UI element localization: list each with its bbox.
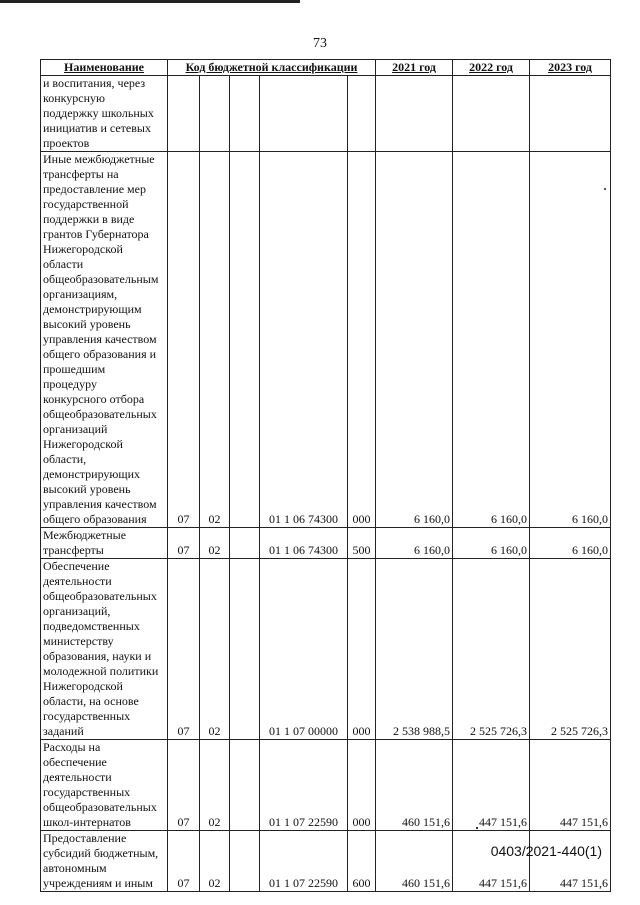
row-name-line: школ-интернатов [43, 815, 131, 829]
row-name-line: грантов Губернатора [43, 227, 149, 241]
value-2021: 6 160,0 [376, 528, 453, 559]
row-name-line: государственных [43, 785, 131, 799]
value-2023: 6 160,0 [530, 528, 611, 559]
page-number: 73 [313, 36, 327, 51]
row-name-line: организаций [43, 422, 108, 436]
code-expense-type: 500 [348, 528, 376, 559]
row-name-line: инициатив и сетевых [43, 121, 151, 135]
row-name-line: образования, науки и [43, 649, 152, 663]
code-subsection: 02 [200, 559, 230, 740]
code-target-article: 01 1 06 74300 [260, 528, 348, 559]
row-name-line: молодежной политики [43, 664, 159, 678]
header-2022: 2022 год [453, 60, 530, 76]
value-2022: 2 525 726,3 [453, 559, 530, 740]
row-name-line: общеобразовательных [43, 407, 157, 421]
row-name-line: Иные межбюджетные [43, 152, 155, 166]
code-subsection: 02 [200, 528, 230, 559]
value-2021 [376, 76, 453, 152]
table-row [41, 528, 611, 559]
code-target-article: 01 1 06 74300 [260, 152, 348, 528]
row-name [41, 528, 168, 559]
code-subsection [200, 76, 230, 152]
document-code: 0403/2021-440(1) [490, 843, 602, 859]
code-empty [230, 831, 260, 892]
row-name-line: области, [43, 452, 87, 466]
row-name [41, 559, 168, 740]
code-expense-type: 000 [348, 740, 376, 831]
table-row [41, 76, 611, 152]
row-name-line: заданий [43, 724, 84, 738]
row-name-line: проектов [43, 136, 90, 150]
row-name-line: общего образования и [43, 347, 157, 361]
code-section [168, 76, 200, 152]
code-subsection: 02 [200, 831, 230, 892]
row-name-line: Нижегородской [43, 242, 123, 256]
code-subsection: 02 [200, 740, 230, 831]
row-name-line: области, на основе [43, 694, 139, 708]
code-section: 07 [168, 152, 200, 528]
header-2023: 2023 год [530, 60, 611, 76]
row-name-line: организаций, [43, 604, 111, 618]
row-name-line: государственной [43, 197, 129, 211]
table-row [41, 831, 611, 892]
row-name-line: предоставление мер [43, 182, 146, 196]
row-name-line: и воспитания, через [43, 76, 146, 90]
row-name-line: общеобразовательным [43, 272, 159, 286]
row-name-line: Расходы на [43, 740, 101, 754]
row-name-line: демонстрирующим [43, 302, 142, 316]
value-2022: 6 160,0 [453, 528, 530, 559]
code-section: 07 [168, 740, 200, 831]
row-name-line: организациям, [43, 287, 118, 301]
header-code: Код бюджетной классификации [168, 60, 376, 76]
value-2021: 2 538 988,5 [376, 559, 453, 740]
row-name-line: Обеспечение [43, 559, 110, 573]
value-2023: 2 525 726,3 [530, 559, 611, 740]
row-name-line: Предоставление [43, 831, 127, 845]
budget-table [40, 59, 611, 892]
scan-speck [604, 188, 606, 190]
row-name-line: министерству [43, 634, 114, 648]
table-header-row [41, 60, 611, 76]
code-expense-type: 600 [348, 831, 376, 892]
table-row [41, 740, 611, 831]
row-name-line: высокий уровень [43, 317, 131, 331]
row-name-line: процедуру [43, 377, 97, 391]
row-name [41, 152, 168, 528]
header-2021: 2021 год [376, 60, 453, 76]
value-2022: 6 160,0 [453, 152, 530, 528]
row-name-line: обеспечение [43, 755, 107, 769]
code-empty [230, 528, 260, 559]
value-2023: 6 160,0 [530, 152, 611, 528]
row-name-line: трансферты на [43, 167, 119, 181]
row-name-line: учреждениям и иным [43, 876, 153, 890]
row-name [41, 831, 168, 892]
row-name [41, 76, 168, 152]
code-target-article: 01 1 07 22590 [260, 740, 348, 831]
code-section: 07 [168, 559, 200, 740]
value-2023: 447 151,6 [530, 740, 611, 831]
value-2022 [453, 76, 530, 152]
row-name-line: конкурсного отбора [43, 392, 145, 406]
code-subsection: 02 [200, 152, 230, 528]
value-2023 [530, 76, 611, 152]
value-2021: 6 160,0 [376, 152, 453, 528]
row-name-line: общеобразовательных [43, 800, 157, 814]
row-name-line: трансферты [43, 543, 104, 557]
table-row [41, 152, 611, 528]
row-name-line: управления качеством [43, 497, 157, 511]
row-name [41, 740, 168, 831]
row-name-line: Нижегородской [43, 437, 123, 451]
code-empty [230, 76, 260, 152]
value-2023: 447 151,6 [530, 831, 611, 892]
row-name-line: деятельности [43, 574, 112, 588]
row-name-line: Нижегородской [43, 679, 123, 693]
code-expense-type: 000 [348, 152, 376, 528]
top-edge-line [0, 0, 300, 3]
code-target-article: 01 1 07 00000 [260, 559, 348, 740]
row-name-line: прошедшим [43, 362, 106, 376]
row-name-line: автономным [43, 861, 107, 875]
table-row [41, 559, 611, 740]
row-name-line: области [43, 257, 84, 271]
value-2021: 460 151,6 [376, 831, 453, 892]
row-name-line: конкурсную [43, 91, 106, 105]
code-empty [230, 559, 260, 740]
code-target-article: 01 1 07 22590 [260, 831, 348, 892]
row-name-line: поддержку школьных [43, 106, 154, 120]
value-2022: 447 151,6 [453, 740, 530, 831]
row-name-line: демонстрирующих [43, 467, 141, 481]
code-empty [230, 152, 260, 528]
row-name-line: государственных [43, 709, 131, 723]
row-name-line: общеобразовательных [43, 589, 157, 603]
row-name-line: Межбюджетные [43, 528, 127, 542]
row-name-line: высокий уровень [43, 482, 131, 496]
header-name: Наименование [41, 60, 168, 76]
scan-speck [476, 827, 478, 829]
row-name-line: подведомственных [43, 619, 140, 633]
code-expense-type: 000 [348, 559, 376, 740]
row-name-line: поддержки в виде [43, 212, 135, 226]
row-name-line: деятельности [43, 770, 112, 784]
code-expense-type [348, 76, 376, 152]
row-name-line: субсидий бюджетным, [43, 846, 159, 860]
code-target-article [260, 76, 348, 152]
code-section: 07 [168, 831, 200, 892]
row-name-line: управления качеством [43, 332, 157, 346]
code-empty [230, 740, 260, 831]
row-name-line: общего образования [43, 512, 147, 526]
value-2021: 460 151,6 [376, 740, 453, 831]
code-section: 07 [168, 528, 200, 559]
value-2022: 447 151,6 [453, 831, 530, 892]
